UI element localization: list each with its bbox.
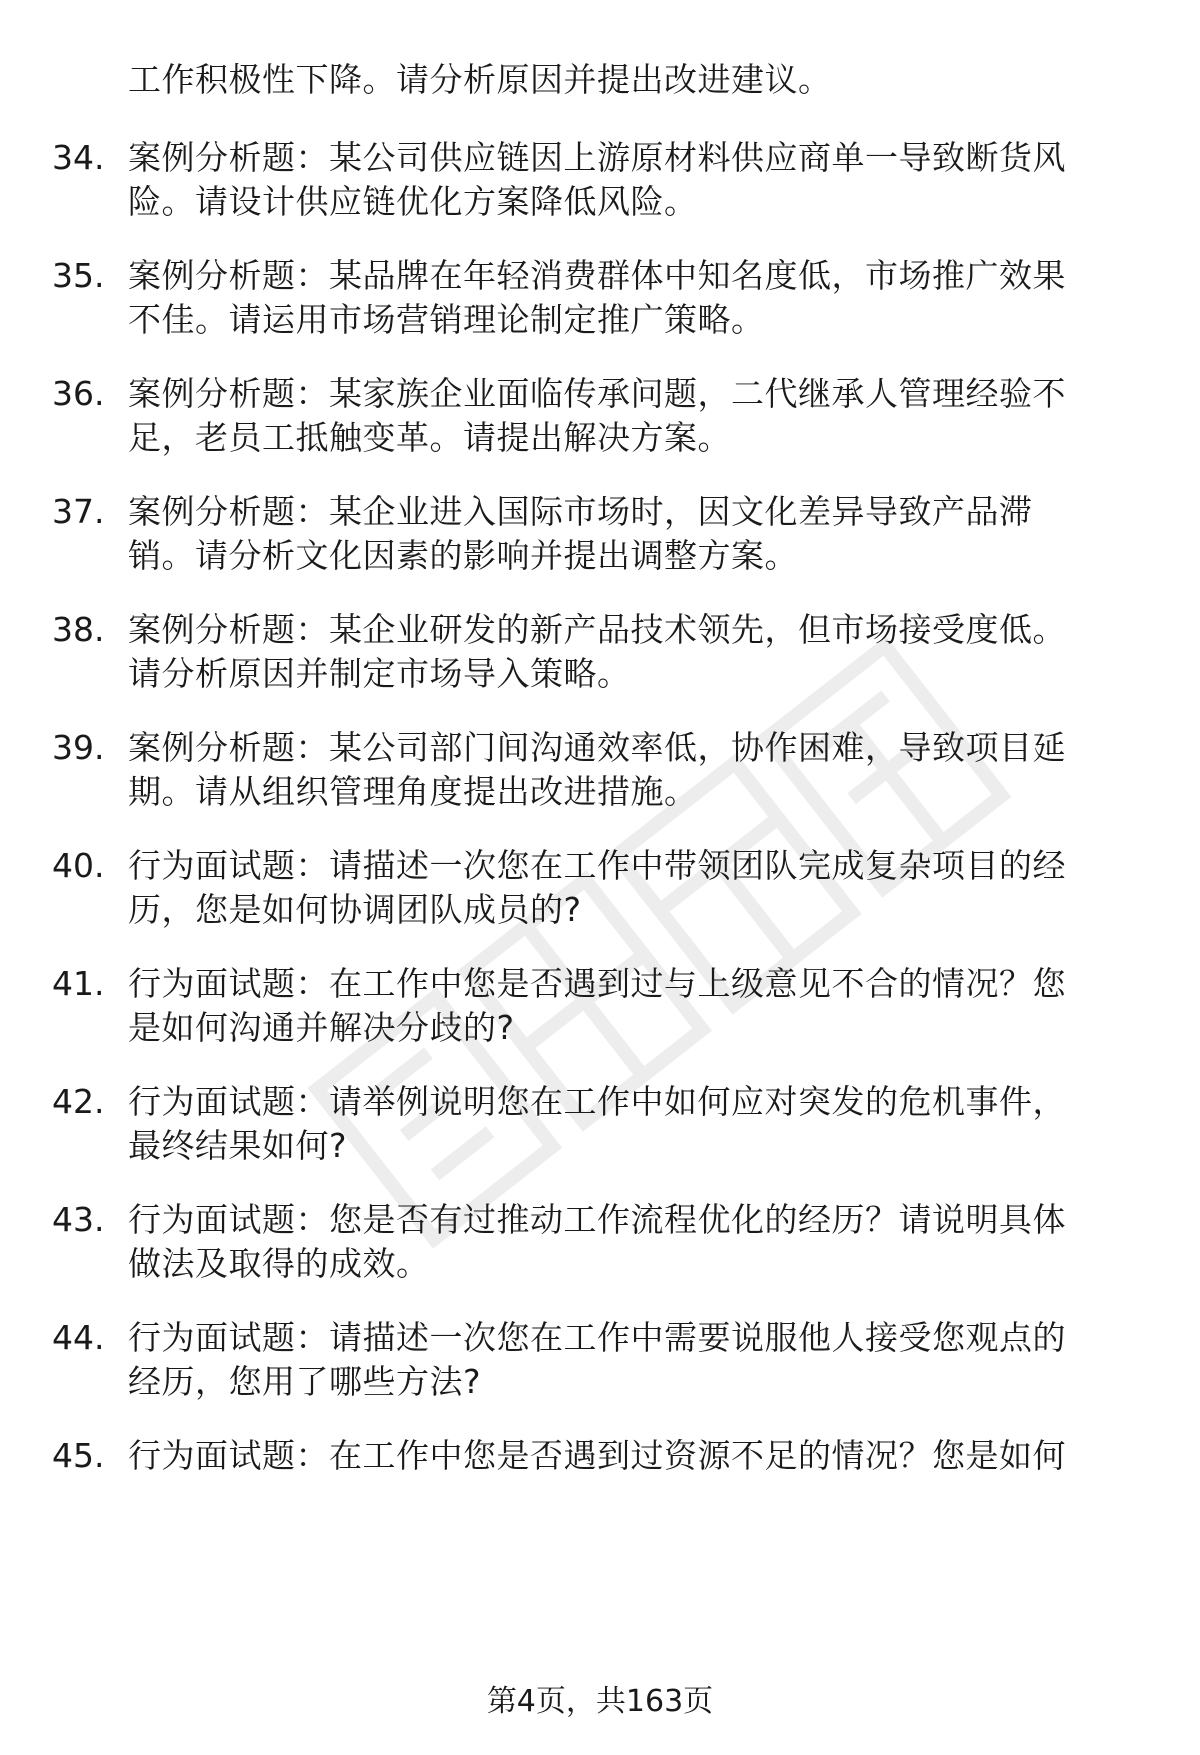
item-text-line1: 案例分析题：某公司部门间沟通效率低，协作困难，导致项目延	[128, 728, 1066, 767]
item-text-line2: 期。请从组织管理角度提出改进措施。	[128, 772, 698, 811]
item-text-line2: 经历，您用了哪些方法?	[128, 1362, 482, 1401]
item-text-line1: 行为面试题：在工作中您是否遇到过与上级意见不合的情况？您	[128, 964, 1066, 1003]
item-text-line2: 足，老员工抵触变革。请提出解决方案。	[128, 418, 731, 457]
item-text-line2: 做法及取得的成效。	[128, 1244, 430, 1283]
item-text-line2: 最终结果如何?	[128, 1126, 348, 1165]
item-number: 40.	[52, 846, 105, 885]
item-text-line1: 行为面试题：您是否有过推动工作流程优化的经历？请说明具体	[128, 1200, 1066, 1239]
item-text-line1: 行为面试题：请描述一次您在工作中带领团队完成复杂项目的经	[128, 846, 1066, 885]
item-number: 45.	[52, 1436, 105, 1475]
item-text-line1: 案例分析题：某家族企业面临传承问题，二代继承人管理经验不	[128, 374, 1066, 413]
item-number: 44.	[52, 1318, 105, 1357]
item-text-line1: 案例分析题：某品牌在年轻消费群体中知名度低，市场推广效果	[128, 256, 1066, 295]
item-text-line2: 险。请设计供应链优化方案降低风险。	[128, 182, 698, 221]
item-number: 41.	[52, 964, 105, 1003]
item-text-line1: 行为面试题：请描述一次您在工作中需要说服他人接受您观点的	[128, 1318, 1066, 1357]
item-number: 36.	[52, 374, 105, 413]
item-text-line2: 是如何沟通并解决分歧的?	[128, 1008, 515, 1047]
item-text-line1: 案例分析题：某公司供应链因上游原材料供应商单一导致断货风	[128, 138, 1066, 177]
item-number: 42.	[52, 1082, 105, 1121]
continuation-text: 工作积极性下降。请分析原因并提出改进建议。	[128, 60, 832, 99]
item-number: 43.	[52, 1200, 105, 1239]
page-footer: 第4页，共163页	[486, 1684, 714, 1719]
item-number: 37.	[52, 492, 105, 531]
item-text-line2: 销。请分析文化因素的影响并提出调整方案。	[128, 536, 798, 575]
item-number: 35.	[52, 256, 105, 295]
item-text-line2: 历，您是如何协调团队成员的?	[128, 890, 582, 929]
item-number: 38.	[52, 610, 105, 649]
item-text-line2: 请分析原因并制定市场导入策略。	[128, 654, 631, 693]
item-text-line2: 不佳。请运用市场营销理论制定推广策略。	[128, 300, 765, 339]
item-number: 34.	[52, 138, 105, 177]
item-text-line1: 行为面试题：在工作中您是否遇到过资源不足的情况？您是如何	[128, 1436, 1066, 1475]
item-text-line1: 行为面试题：请举例说明您在工作中如何应对突发的危机事件，	[128, 1082, 1066, 1121]
item-text-line1: 案例分析题：某企业进入国际市场时，因文化差异导致产品滞	[128, 492, 1033, 531]
item-number: 39.	[52, 728, 105, 767]
item-text-line1: 案例分析题：某企业研发的新产品技术领先，但市场接受度低。	[128, 610, 1066, 649]
